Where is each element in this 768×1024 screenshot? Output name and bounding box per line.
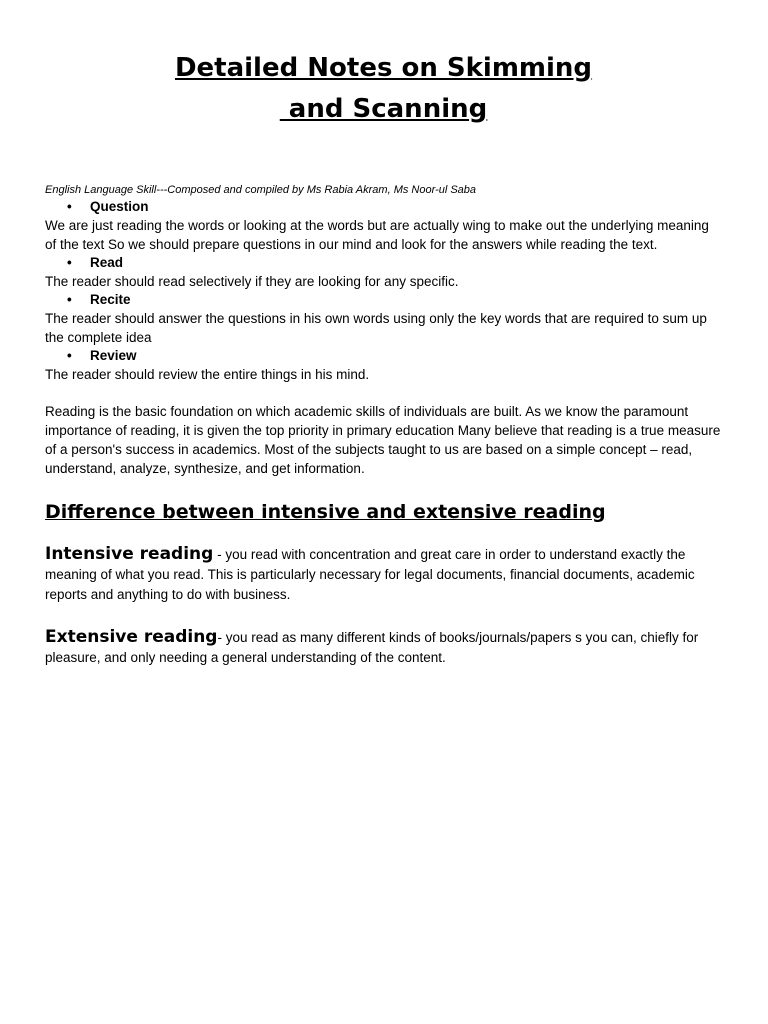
title-line-1: Detailed Notes on Skimming (174, 53, 593, 83)
bullet-label: Read (90, 255, 124, 270)
bullet-label: Recite (90, 292, 131, 307)
step-description: The reader should review the entire things in his mind. (45, 367, 370, 382)
bullet-dot-icon: • (67, 292, 72, 307)
definition-intensive (45, 544, 722, 605)
author-credit: English Language Skill---Composed and compiled by Ms Rabia Akram, Ms Noor-ul Saba (45, 184, 477, 196)
step-recite (45, 291, 722, 347)
definition-extensive (45, 627, 722, 668)
bullet-label: Review (90, 348, 137, 363)
step-read (45, 254, 722, 291)
page-title (45, 0, 722, 130)
section-heading: Difference between intensive and extensive reading (45, 501, 606, 523)
bullet-label: Question (90, 199, 149, 214)
step-question (45, 198, 722, 254)
bullet-dot-icon: • (67, 199, 72, 214)
definition-term: Extensive reading (45, 627, 218, 647)
step-description: The reader should answer the questions in his own words using only the key words that are required to sum up the complete idea (45, 311, 707, 345)
bullet-dot-icon: • (67, 255, 72, 270)
bullet-item (45, 347, 722, 365)
bullet-item (45, 198, 722, 216)
definition-term: Intensive reading (45, 544, 214, 564)
bullet-item (45, 291, 722, 309)
step-description: The reader should read selectively if they are looking for any specific. (45, 274, 459, 289)
bullet-item (45, 254, 722, 272)
step-review (45, 347, 722, 384)
bullet-dot-icon: • (67, 348, 72, 363)
definition-text: - you read as many different kinds of books/journals/papers s you can, chiefly for pleasure, and only needing a general understanding of the content. (45, 630, 699, 665)
step-description: We are just reading the words or looking at the words but are actually wing to make out the underlying meaning of the text So we should prepare questions in our mind and look for the answers while reading the text. (45, 218, 709, 252)
intro-paragraph: Reading is the basic foundation on which academic skills of individuals are built. As we know the paramount importance of reading, it is given the top priority in primary education Many believe that reading is a true measure of a person's success in academics. Most of the subjects taught to us are based on a simple concept – read, understand, analyze, synthesize, and get information. (45, 404, 721, 476)
title-line-2: and Scanning (279, 94, 488, 124)
definition-text: - you read with concentration and great care in order to understand exactly the meaning of what you read. This is particularly necessary for legal documents, financial documents, academic reports and anything to do with business. (45, 547, 695, 602)
